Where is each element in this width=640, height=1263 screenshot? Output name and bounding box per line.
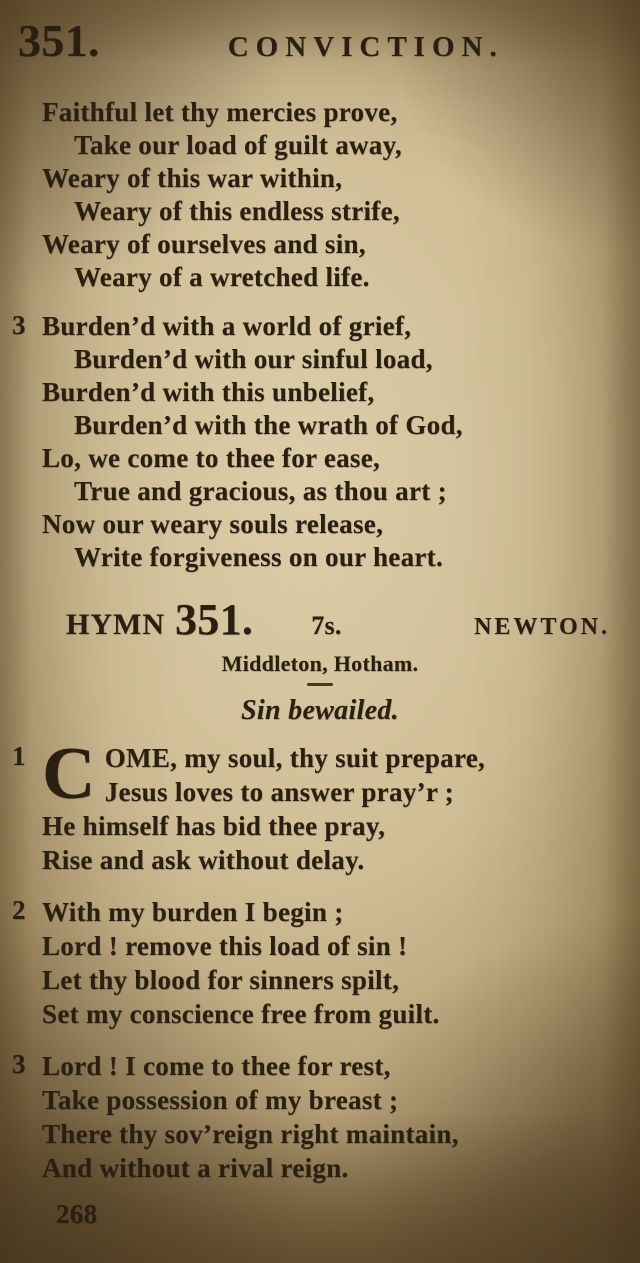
drop-cap: C	[42, 733, 96, 815]
verse-line: Lo, we come to thee for ease,	[42, 443, 381, 473]
verse-continued	[18, 96, 622, 294]
verse-line: There thy sov’reign right maintain,	[42, 1119, 459, 1149]
verse-line: He himself has bid thee pray,	[42, 811, 386, 841]
verse-line: Rise and ask without delay.	[42, 845, 365, 875]
verse-line: Take possession of my breast ;	[42, 1085, 399, 1115]
verse-line: Now our weary souls release,	[42, 509, 384, 539]
divider-rule	[307, 683, 333, 686]
page-number: 268	[56, 1199, 98, 1229]
verse-line: And without a rival reign.	[42, 1153, 349, 1183]
verse-body	[42, 733, 622, 877]
verse-line: Weary of this endless strife,	[74, 196, 400, 226]
hymn-number: 351.	[174, 595, 254, 644]
verse-2	[12, 895, 622, 1031]
verse-line: Weary of ourselves and sin,	[42, 229, 366, 259]
verse-line: Lord ! I come to thee for rest,	[42, 1051, 391, 1081]
verse-line: True and gracious, as thou art ;	[74, 476, 447, 506]
verse-line: Weary of this war within,	[42, 163, 343, 193]
verse-1	[12, 733, 622, 877]
hymn-heading	[18, 594, 622, 645]
hymn-label: HYMN	[66, 608, 165, 641]
verse-line: Let thy blood for sinners spilt,	[42, 965, 400, 995]
verse-line: Set my conscience free from guilt.	[42, 999, 440, 1029]
verse-line: Weary of a wretched life.	[74, 262, 370, 292]
verse-3	[12, 1049, 622, 1185]
verse-line: Burden’d with the wrath of God,	[74, 410, 463, 440]
verse-line: With my burden I begin ;	[42, 897, 344, 927]
verse-3-continued	[12, 310, 622, 574]
verse-line: OME, my soul, thy suit prepare,	[104, 743, 486, 773]
verse-line: Take our load of guilt away,	[74, 130, 402, 160]
verse-line: Burden’d with our sinful load,	[74, 344, 433, 374]
tune-names: Middleton, Hotham.	[221, 651, 419, 676]
hymn-author: NEWTON.	[474, 614, 610, 640]
header-section-title: CONVICTION.	[227, 31, 504, 63]
verse-line: Write forgiveness on our heart.	[74, 542, 444, 572]
hymn-subject: Sin bewailed.	[241, 695, 399, 726]
verse-number: 2	[12, 895, 26, 925]
verse-number: 1	[12, 741, 26, 771]
verse-line: Burden’d with this unbelief,	[42, 377, 375, 407]
verse-number: 3	[12, 310, 26, 340]
header-hymn-number: 351.	[18, 15, 100, 66]
page-header	[18, 14, 622, 76]
verse-line: Lord ! remove this load of sin !	[42, 931, 408, 961]
verse-line: Jesus loves to answer pray’r ;	[104, 777, 454, 807]
hymn-meter: 7s.	[311, 611, 342, 640]
verse-line: Faithful let thy mercies prove,	[42, 97, 398, 127]
verse-line: Burden’d with a world of grief,	[42, 311, 412, 341]
verse-number: 3	[12, 1049, 26, 1079]
